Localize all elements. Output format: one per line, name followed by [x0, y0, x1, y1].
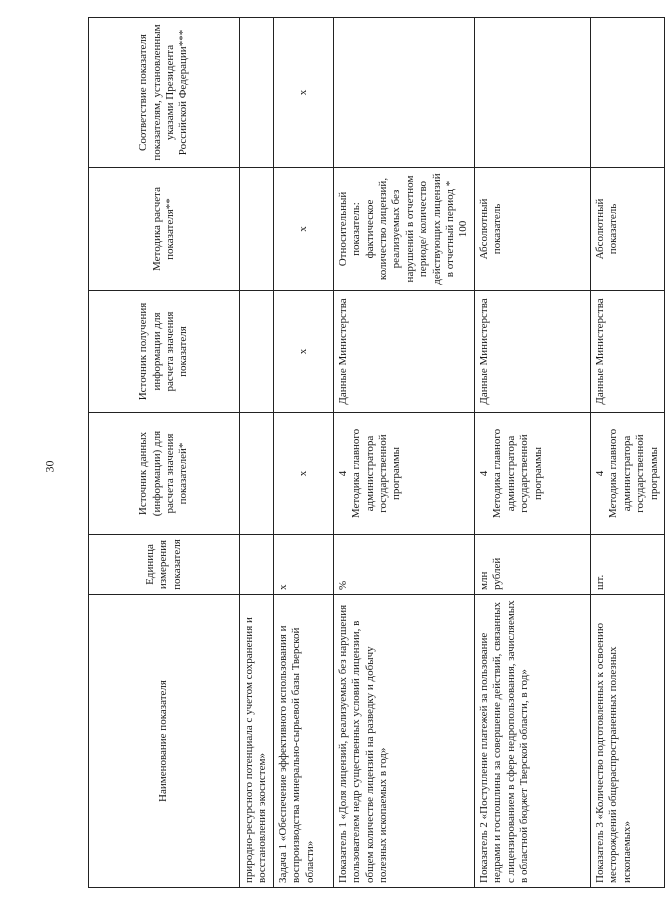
table-row	[273, 18, 333, 888]
cell-compliance	[474, 18, 590, 168]
cell-name: Показатель 2 «Поступление платежей за пользование недрами и госпошлины за совершение действий, связанных с лицензированием в сфере недропользования, зачисляемых в областной бюджет Тверской области, в год»	[474, 595, 590, 888]
cell-data-source: 4 Методика главного администратора государственной программы	[590, 413, 664, 535]
cell-data-source	[240, 413, 274, 535]
cell-name: Показатель 3 «Количество подготовленных к освоению месторождений общераспространенных полезных ископаемых»	[590, 595, 664, 888]
cell-method: х	[273, 168, 333, 291]
table-row	[240, 18, 274, 888]
cell-data-source: 4 Методика главного администратора государственной программы	[333, 413, 474, 535]
table-row	[474, 18, 590, 888]
cell-info-source	[240, 291, 274, 413]
header-method: Методика расчета показателя**	[89, 168, 240, 291]
cell-method: Абсолютный показатель	[474, 168, 590, 291]
header-name: Наименование показателя	[89, 595, 240, 888]
cell-unit	[240, 535, 274, 595]
rotated-table-wrapper	[88, 18, 660, 888]
cell-name: природно-ресурсного потенциала с учетом сохранения и восстановления экосистем»	[240, 595, 274, 888]
cell-unit: х	[273, 535, 333, 595]
cell-info-source: Данные Министерства	[474, 291, 590, 413]
cell-method: Относительный показатель: фактическое количество лицензий, реализуемых без нарушений в отчетном периоде/ количество действующих лицензий в отчетный период * 100	[333, 168, 474, 291]
cell-info-source: Данные Министерства	[333, 291, 474, 413]
table-header-row	[89, 18, 240, 888]
cell-compliance	[333, 18, 474, 168]
cell-compliance	[240, 18, 274, 168]
header-data-source: Источник данных (информации) для расчета значения показателей*	[89, 413, 240, 535]
cell-unit: шт.	[590, 535, 664, 595]
cell-method	[240, 168, 274, 291]
cell-method: Абсолютный показатель	[590, 168, 664, 291]
cell-name: Показатель 1 «Доля лицензий, реализуемых без нарушения пользователем недр существенных условий лицензии, в общем количестве лицензий на разведку и добычу полезных ископаемых в год»	[333, 595, 474, 888]
cell-data-source: х	[273, 413, 333, 535]
cell-info-source: х	[273, 291, 333, 413]
header-compliance: Соответствие показателя показателям, установленным указами Президента Российской Федерации***	[89, 18, 240, 168]
cell-compliance	[590, 18, 664, 168]
cell-name: Задача 1 «Обеспечение эффективного использования и воспроизводства минерально-сырьевой базы Тверской области»	[273, 595, 333, 888]
cell-data-source: 4 Методика главного администратора государственной программы	[474, 413, 590, 535]
indicators-table	[88, 17, 665, 888]
header-unit: Единица измерения показателя	[89, 535, 240, 595]
cell-info-source: Данные Министерства	[590, 291, 664, 413]
cell-unit: %	[333, 535, 474, 595]
page-number: 30	[42, 460, 57, 473]
table-row	[590, 18, 664, 888]
cell-compliance: х	[273, 18, 333, 168]
cell-unit: млн рублей	[474, 535, 590, 595]
header-info-source: Источник получения информации для расчета значения показателя	[89, 291, 240, 413]
table-row	[333, 18, 474, 888]
